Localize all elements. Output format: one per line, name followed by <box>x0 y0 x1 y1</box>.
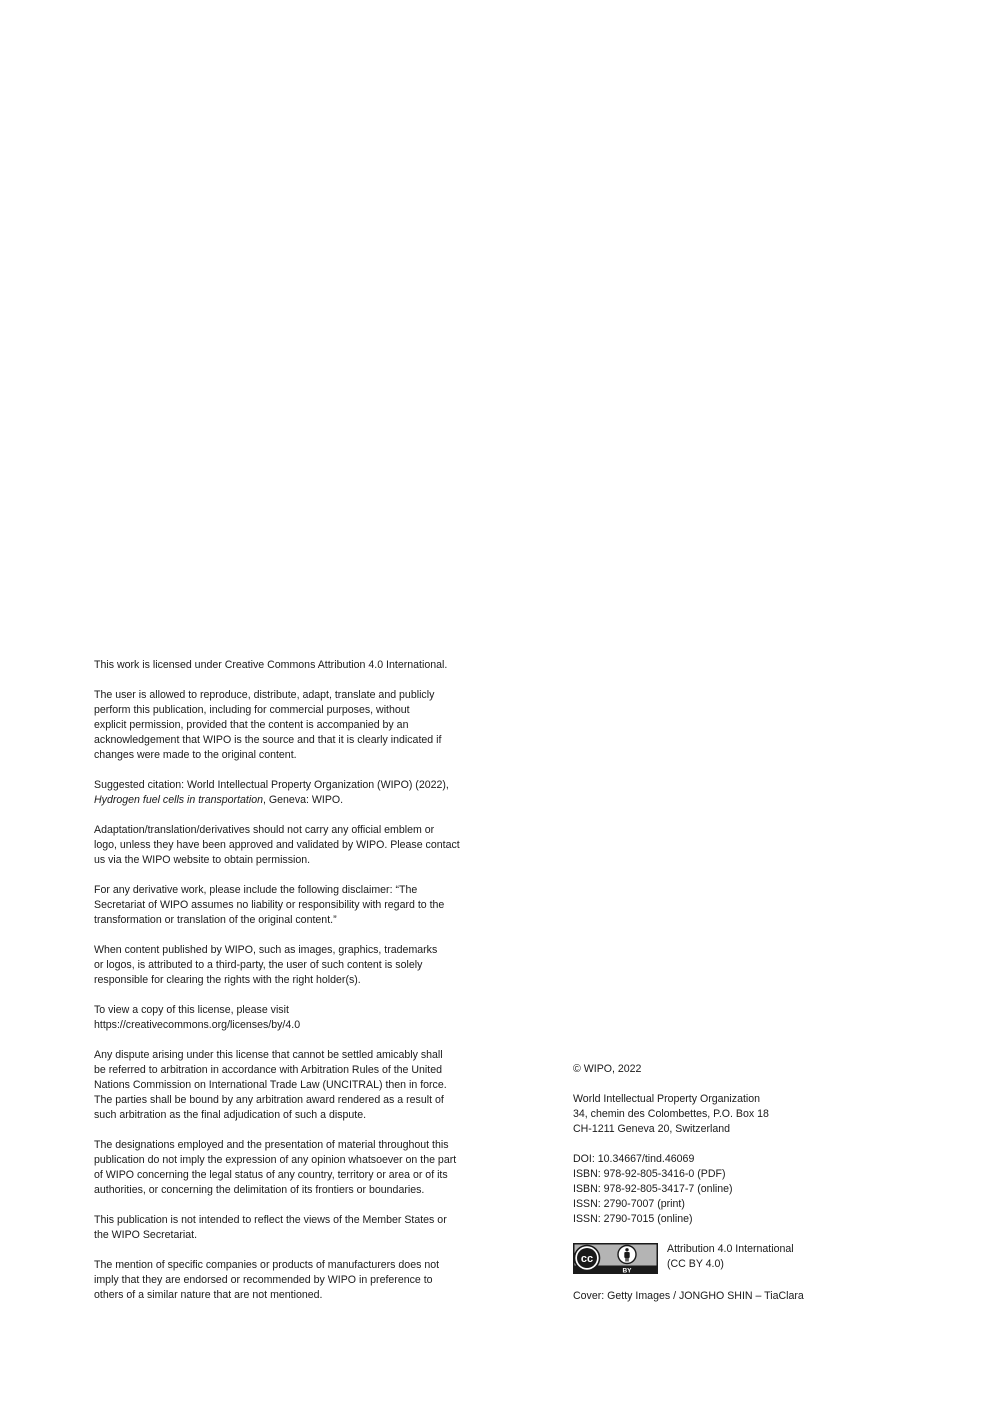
paragraph-line: or logos, is attributed to a third-party, the user of such content is solely <box>94 959 423 971</box>
paragraph-line: transformation or translation of the original content.” <box>94 914 337 926</box>
paragraph-line: perform this publication, including for commercial purposes, without <box>94 704 410 716</box>
address-line: 34, chemin des Colombettes, P.O. Box 18 <box>573 1108 769 1120</box>
disclaimer-paragraph <box>94 883 514 928</box>
paragraph-line: responsible for clearing the rights with the right holder(s). <box>94 974 361 986</box>
paragraph-line: acknowledgement that WIPO is the source and that it is clearly indicated if <box>94 734 442 746</box>
paragraph-line: changes were made to the original content. <box>94 749 297 761</box>
paragraph-line: us via the WIPO website to obtain permission. <box>94 854 311 866</box>
paragraph-line: Adaptation/translation/derivatives should not carry any official emblem or <box>94 824 435 836</box>
by-letters: BY <box>622 1267 632 1274</box>
dispute-paragraph <box>94 1048 514 1123</box>
paragraph-line: the WIPO Secretariat. <box>94 1229 198 1241</box>
issn-online: ISSN: 2790-7015 (online) <box>573 1213 693 1225</box>
paragraph-line: For any derivative work, please include the following disclaimer: “The <box>94 884 418 896</box>
license-block <box>573 1242 893 1274</box>
paragraph-line: To view a copy of this license, please visit <box>94 1004 289 1016</box>
paragraph-line: Any dispute arising under this license that cannot be settled amicably shall <box>94 1049 443 1061</box>
adaptation-paragraph <box>94 823 514 868</box>
paragraph-line: This publication is not intended to reflect the views of the Member States or <box>94 1214 447 1226</box>
third-party-paragraph <box>94 943 514 988</box>
paragraph-line: logo, unless they have been approved and validated by WIPO. Please contact <box>94 839 460 851</box>
views-paragraph <box>94 1213 514 1243</box>
citation-location: , Geneva: WIPO. <box>263 794 344 806</box>
paragraph-line: Nations Commission on International Trade Law (UNCITRAL) then in force. <box>94 1079 447 1091</box>
isbn-online: ISBN: 978-92-805-3417-7 (online) <box>573 1183 733 1195</box>
copyright-notice: © WIPO, 2022 <box>573 1063 642 1075</box>
paragraph-line: such arbitration as the final adjudication of such a dispute. <box>94 1109 367 1121</box>
issn-print: ISSN: 2790-7007 (print) <box>573 1198 685 1210</box>
license-statement: This work is licensed under Creative Commons Attribution 4.0 International. <box>94 659 448 671</box>
paragraph-line: others of a similar nature that are not mentioned. <box>94 1289 323 1301</box>
paragraph-line: publication do not imply the expression of any opinion whatsoever on the part <box>94 1154 457 1166</box>
publication-title: Hydrogen fuel cells in transportation <box>94 794 264 806</box>
suggested-citation <box>94 778 514 808</box>
doi: DOI: 10.34667/tind.46069 <box>573 1153 695 1165</box>
publication-identifiers <box>573 1152 893 1227</box>
paragraph-line: of WIPO concerning the legal status of any country, territory or area or of its <box>94 1169 448 1181</box>
publication-info-column <box>573 1062 893 1319</box>
paragraph-line: Secretariat of WIPO assumes no liability or responsibility with regard to the <box>94 899 445 911</box>
legal-notice-column <box>94 658 514 1318</box>
paragraph-line: The mention of specific companies or products of manufacturers does not <box>94 1259 440 1271</box>
paragraph-line: imply that they are endorsed or recommended by WIPO in preference to <box>94 1274 433 1286</box>
designations-paragraph <box>94 1138 514 1198</box>
citation-line: Suggested citation: World Intellectual Property Organization (WIPO) (2022), <box>94 779 449 791</box>
view-license-paragraph <box>94 1003 514 1033</box>
mention-paragraph <box>94 1258 514 1303</box>
cc-letters: cc <box>580 1253 594 1265</box>
address-line: World Intellectual Property Organization <box>573 1093 761 1105</box>
paragraph-line: The user is allowed to reproduce, distribute, adapt, translate and publicly <box>94 689 435 701</box>
cover-credit: Cover: Getty Images / JONGHO SHIN – TiaClara <box>573 1290 804 1302</box>
address-line: CH-1211 Geneva 20, Switzerland <box>573 1123 731 1135</box>
paragraph-line: The parties shall be bound by any arbitration award rendered as a result of <box>94 1094 444 1106</box>
paragraph-line: When content published by WIPO, such as images, graphics, trademarks <box>94 944 438 956</box>
license-name: Attribution 4.0 International (CC BY 4.0) <box>667 1243 794 1270</box>
isbn-pdf: ISBN: 978-92-805-3416-0 (PDF) <box>573 1168 726 1180</box>
paragraph-line: authorities, or concerning the delimitation of its frontiers or boundaries. <box>94 1184 425 1196</box>
user-allowed-paragraph <box>94 688 514 763</box>
cc-by-license-icon <box>573 1243 658 1274</box>
citation-line <box>94 793 514 808</box>
paragraph-line: The designations employed and the presentation of material throughout this <box>94 1139 449 1151</box>
paragraph-line: explicit permission, provided that the content is accompanied by an <box>94 719 409 731</box>
paragraph-line: be referred to arbitration in accordance with Arbitration Rules of the United <box>94 1064 443 1076</box>
publisher-address <box>573 1092 893 1137</box>
license-url: https://creativecommons.org/licenses/by/4.0 <box>94 1019 301 1031</box>
